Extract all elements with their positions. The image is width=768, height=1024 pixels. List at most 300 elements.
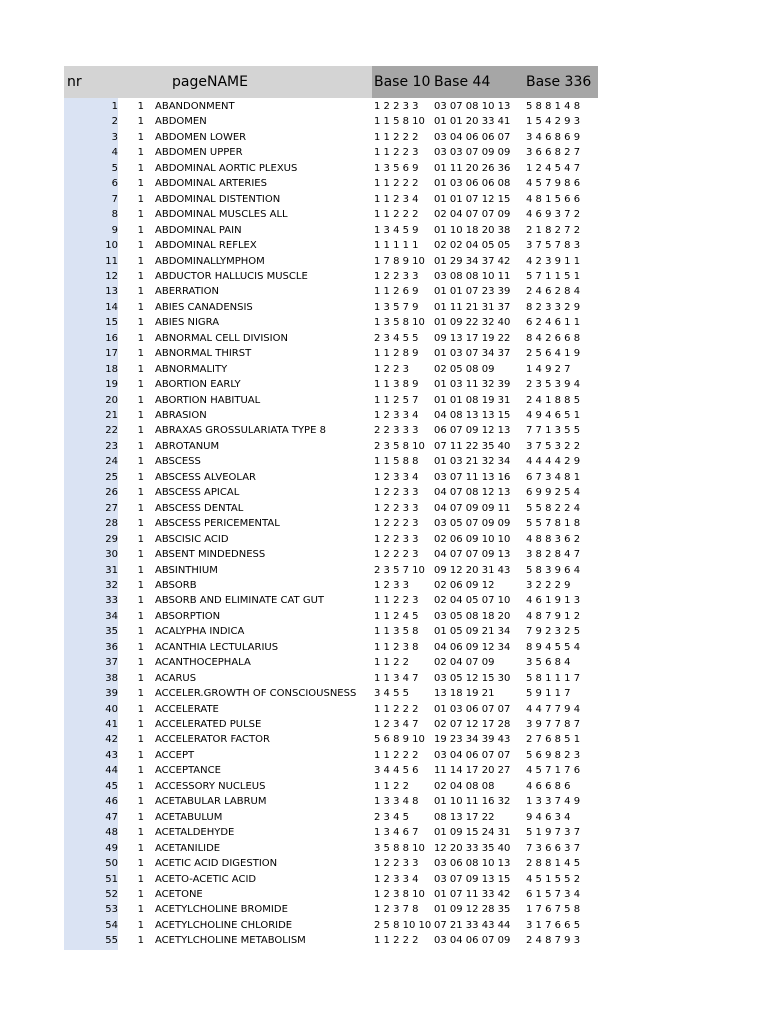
cell-base336[interactable]: 2 3 5 3 9 4 xyxy=(526,379,581,391)
cell-base44[interactable]: 02 04 07 09 xyxy=(434,657,495,669)
table-row[interactable] xyxy=(64,532,604,547)
cell-page-name[interactable]: ABSORB xyxy=(155,579,197,591)
cell-base336[interactable]: 4 5 7 9 8 6 xyxy=(526,178,581,190)
cell-base10[interactable]: 1 2 2 3 3 xyxy=(374,858,419,870)
cell-nr[interactable]: 54 xyxy=(105,919,118,931)
cell-page-name[interactable]: ACETONE xyxy=(155,888,203,900)
column-header-pagename[interactable]: pageNAME xyxy=(118,66,374,98)
cell-page[interactable]: 1 xyxy=(137,147,144,159)
cell-page[interactable]: 1 xyxy=(137,394,144,406)
cell-base336[interactable]: 9 4 6 3 4 xyxy=(526,811,571,823)
table-row[interactable] xyxy=(64,686,604,701)
table-row[interactable] xyxy=(64,254,604,269)
cell-base10[interactable]: 1 7 8 9 10 xyxy=(374,255,425,267)
table-row[interactable] xyxy=(64,315,604,330)
cell-base44[interactable]: 01 09 15 24 31 xyxy=(434,827,511,839)
cell-base336[interactable]: 5 7 1 1 5 1 xyxy=(526,270,581,282)
cell-nr[interactable]: 46 xyxy=(105,796,118,808)
cell-page-name[interactable]: ABIES NIGRA xyxy=(155,317,220,329)
cell-base44[interactable]: 03 05 07 09 09 xyxy=(434,518,511,530)
cell-base336[interactable]: 1 7 6 7 5 8 xyxy=(526,904,581,916)
cell-page[interactable]: 1 xyxy=(137,270,144,282)
table-row[interactable] xyxy=(64,794,604,809)
cell-base336[interactable]: 6 2 4 6 1 1 xyxy=(526,317,581,329)
cell-base10[interactable]: 1 2 2 2 3 xyxy=(374,549,419,561)
cell-nr[interactable]: 32 xyxy=(105,579,118,591)
cell-base10[interactable]: 1 1 5 8 8 xyxy=(374,456,419,468)
cell-base44[interactable]: 02 05 08 09 xyxy=(434,363,495,375)
cell-page[interactable]: 1 xyxy=(137,162,144,174)
table-row[interactable] xyxy=(64,748,604,763)
cell-page[interactable]: 1 xyxy=(137,533,144,545)
table-row[interactable] xyxy=(64,547,604,562)
table-row[interactable] xyxy=(64,408,604,423)
cell-base336[interactable]: 3 8 2 8 4 7 xyxy=(526,549,581,561)
cell-base10[interactable]: 1 1 3 5 8 xyxy=(374,626,419,638)
cell-base10[interactable]: 2 3 4 5 5 xyxy=(374,332,419,344)
cell-base336[interactable]: 4 6 9 3 7 2 xyxy=(526,209,581,221)
cell-page[interactable]: 1 xyxy=(137,286,144,298)
cell-page-name[interactable]: ACETO-ACETIC ACID xyxy=(155,873,257,885)
table-row[interactable] xyxy=(64,130,604,145)
cell-page-name[interactable]: ACETANILIDE xyxy=(155,842,221,854)
cell-nr[interactable]: 1 xyxy=(111,101,118,112)
cell-page[interactable]: 1 xyxy=(137,657,144,669)
table-row[interactable] xyxy=(64,887,604,902)
cell-nr[interactable]: 18 xyxy=(105,363,118,375)
cell-base336[interactable]: 5 9 1 1 7 xyxy=(526,688,571,700)
cell-base10[interactable]: 1 1 2 2 2 xyxy=(374,749,419,761)
table-row[interactable] xyxy=(64,516,604,531)
cell-page-name[interactable]: ABDOMINAL DISTENTION xyxy=(155,193,281,205)
cell-nr[interactable]: 16 xyxy=(105,332,118,344)
cell-base10[interactable]: 1 1 3 4 7 xyxy=(374,672,419,684)
cell-page-name[interactable]: ABNORMALITY xyxy=(155,363,228,375)
cell-base44[interactable]: 01 07 11 33 42 xyxy=(434,888,511,900)
table-row[interactable] xyxy=(64,856,604,871)
cell-page[interactable]: 1 xyxy=(137,672,144,684)
cell-base10[interactable]: 1 1 2 2 xyxy=(374,657,409,669)
cell-page-name[interactable]: ACCESSORY NUCLEUS xyxy=(155,780,266,792)
cell-page-name[interactable]: ABANDONMENT xyxy=(155,101,235,112)
cell-page-name[interactable]: ABSCESS PERICEMENTAL xyxy=(155,518,280,530)
cell-base10[interactable]: 1 1 2 2 2 xyxy=(374,935,419,947)
cell-base336[interactable]: 4 9 4 6 5 1 xyxy=(526,410,581,421)
cell-base336[interactable]: 4 5 1 5 5 2 xyxy=(526,873,581,885)
cell-base336[interactable]: 4 8 8 3 6 2 xyxy=(526,533,581,545)
cell-base44[interactable]: 02 04 07 07 09 xyxy=(434,209,511,221)
cell-nr[interactable]: 42 xyxy=(105,734,118,746)
cell-base44[interactable]: 01 11 21 31 37 xyxy=(434,301,511,313)
cell-page[interactable]: 1 xyxy=(137,919,144,931)
cell-nr[interactable]: 24 xyxy=(105,456,118,468)
cell-base336[interactable]: 1 2 4 5 4 7 xyxy=(526,162,581,174)
cell-base10[interactable]: 1 2 3 8 10 xyxy=(374,888,425,900)
cell-nr[interactable]: 44 xyxy=(105,765,118,777)
table-row[interactable] xyxy=(64,671,604,686)
cell-base44[interactable]: 03 04 06 07 07 xyxy=(434,749,511,761)
cell-page-name[interactable]: ABSCESS xyxy=(155,456,201,468)
cell-base44[interactable]: 02 02 04 05 05 xyxy=(434,240,511,252)
cell-base10[interactable]: 1 1 2 2 xyxy=(374,780,409,792)
cell-base336[interactable]: 3 4 6 8 6 9 xyxy=(526,131,581,143)
cell-page-name[interactable]: ABROTANUM xyxy=(155,440,220,452)
cell-page[interactable]: 1 xyxy=(137,116,144,128)
cell-page-name[interactable]: ABDOMEN LOWER xyxy=(155,131,247,143)
cell-base44[interactable]: 01 03 06 07 07 xyxy=(434,703,511,715)
cell-base336[interactable]: 6 9 9 2 5 4 xyxy=(526,487,581,499)
cell-page[interactable]: 1 xyxy=(137,317,144,329)
table-row[interactable] xyxy=(64,810,604,825)
cell-page-name[interactable]: ACETIC ACID DIGESTION xyxy=(155,858,278,870)
cell-page[interactable]: 1 xyxy=(137,425,144,437)
table-row[interactable] xyxy=(64,238,604,253)
cell-base10[interactable]: 1 3 5 8 10 xyxy=(374,317,425,329)
cell-base10[interactable]: 1 2 2 2 3 xyxy=(374,518,419,530)
cell-base10[interactable]: 1 2 3 7 8 xyxy=(374,904,419,916)
cell-nr[interactable]: 40 xyxy=(105,703,118,715)
cell-base44[interactable]: 01 01 08 19 31 xyxy=(434,394,511,406)
cell-page[interactable]: 1 xyxy=(137,456,144,468)
cell-base10[interactable]: 2 3 5 8 10 xyxy=(374,440,425,452)
cell-page-name[interactable]: ABERRATION xyxy=(155,286,219,298)
cell-nr[interactable]: 12 xyxy=(105,270,118,282)
cell-nr[interactable]: 14 xyxy=(105,301,118,313)
cell-base44[interactable]: 04 07 08 12 13 xyxy=(434,487,511,499)
cell-base336[interactable]: 5 8 1 1 1 7 xyxy=(526,672,581,684)
cell-base10[interactable]: 1 2 3 3 4 xyxy=(374,873,419,885)
cell-base336[interactable]: 2 7 6 8 5 1 xyxy=(526,734,581,746)
cell-page[interactable]: 1 xyxy=(137,549,144,561)
cell-base44[interactable]: 04 06 09 12 34 xyxy=(434,641,511,653)
cell-base336[interactable]: 4 2 3 9 1 1 xyxy=(526,255,581,267)
cell-page-name[interactable]: ACCEPTANCE xyxy=(155,765,221,777)
table-row[interactable] xyxy=(64,655,604,670)
cell-nr[interactable]: 50 xyxy=(105,858,118,870)
cell-base336[interactable]: 2 4 6 2 8 4 xyxy=(526,286,581,298)
cell-base10[interactable]: 1 1 2 4 5 xyxy=(374,610,419,622)
cell-page-name[interactable]: ABDOMINAL MUSCLES ALL xyxy=(155,209,288,221)
cell-page-name[interactable]: ACCELERATED PULSE xyxy=(155,719,262,730)
cell-page-name[interactable]: ACETABULAR LABRUM xyxy=(155,796,267,808)
table-row[interactable] xyxy=(64,331,604,346)
cell-page-name[interactable]: ACCELERATOR FACTOR xyxy=(155,734,270,746)
column-header-base10[interactable]: Base 10 xyxy=(372,66,434,98)
cell-base336[interactable]: 2 8 8 1 4 5 xyxy=(526,858,581,870)
table-row[interactable] xyxy=(64,624,604,639)
cell-nr[interactable]: 39 xyxy=(105,688,118,700)
cell-page[interactable]: 1 xyxy=(137,487,144,499)
cell-page-name[interactable]: ACANTHOCEPHALA xyxy=(155,657,251,669)
cell-base336[interactable]: 2 4 8 7 9 3 xyxy=(526,935,581,947)
cell-nr[interactable]: 36 xyxy=(105,641,118,653)
cell-base44[interactable]: 19 23 34 39 43 xyxy=(434,734,511,746)
cell-base336[interactable]: 5 5 8 2 2 4 xyxy=(526,502,581,514)
cell-base10[interactable]: 1 1 2 2 3 xyxy=(374,595,419,607)
cell-page[interactable]: 1 xyxy=(137,641,144,653)
cell-page[interactable]: 1 xyxy=(137,410,144,421)
table-row[interactable] xyxy=(64,918,604,933)
cell-nr[interactable]: 4 xyxy=(111,147,118,159)
column-header-base44[interactable]: Base 44 xyxy=(434,66,526,98)
cell-base336[interactable]: 3 5 6 8 4 xyxy=(526,657,571,669)
cell-page-name[interactable]: ABNORMAL CELL DIVISION xyxy=(155,332,288,344)
cell-base10[interactable]: 1 1 2 3 4 xyxy=(374,193,419,205)
cell-base336[interactable]: 5 5 7 8 1 8 xyxy=(526,518,581,530)
cell-base44[interactable]: 03 04 06 06 07 xyxy=(434,131,511,143)
cell-page-name[interactable]: ABSENT MINDEDNESS xyxy=(155,549,266,561)
cell-base10[interactable]: 1 1 3 8 9 xyxy=(374,379,419,391)
cell-base44[interactable]: 06 07 09 12 13 xyxy=(434,425,511,437)
cell-base44[interactable]: 11 14 17 20 27 xyxy=(434,765,511,777)
cell-base44[interactable]: 02 07 12 17 28 xyxy=(434,719,511,730)
cell-page[interactable]: 1 xyxy=(137,873,144,885)
cell-base10[interactable]: 1 2 3 3 4 xyxy=(374,410,419,421)
cell-page[interactable]: 1 xyxy=(137,858,144,870)
cell-base10[interactable]: 1 1 2 2 2 xyxy=(374,131,419,143)
cell-page[interactable]: 1 xyxy=(137,440,144,452)
cell-page[interactable]: 1 xyxy=(137,502,144,514)
cell-base10[interactable]: 1 2 2 3 3 xyxy=(374,502,419,514)
cell-nr[interactable]: 49 xyxy=(105,842,118,854)
cell-page[interactable]: 1 xyxy=(137,780,144,792)
cell-base10[interactable]: 1 1 2 2 2 xyxy=(374,703,419,715)
cell-base10[interactable]: 2 3 5 7 10 xyxy=(374,564,425,576)
cell-page-name[interactable]: ACANTHIA LECTULARIUS xyxy=(155,641,279,653)
cell-base336[interactable]: 4 8 1 5 6 6 xyxy=(526,193,581,205)
cell-page[interactable]: 1 xyxy=(137,595,144,607)
cell-base336[interactable]: 3 2 2 2 9 xyxy=(526,579,571,591)
cell-page-name[interactable]: ABSORB AND ELIMINATE CAT GUT xyxy=(155,595,325,607)
cell-base336[interactable]: 1 4 9 2 7 xyxy=(526,363,571,375)
cell-base336[interactable]: 6 1 5 7 3 4 xyxy=(526,888,581,900)
cell-base336[interactable]: 6 7 3 4 8 1 xyxy=(526,471,581,483)
cell-nr[interactable]: 20 xyxy=(105,394,118,406)
cell-base336[interactable]: 5 6 9 8 2 3 xyxy=(526,749,581,761)
cell-base10[interactable]: 1 3 4 5 9 xyxy=(374,224,419,236)
cell-page[interactable]: 1 xyxy=(137,101,144,112)
cell-base336[interactable]: 5 8 3 9 6 4 xyxy=(526,564,581,576)
table-row[interactable] xyxy=(64,593,604,608)
cell-base336[interactable]: 3 9 7 7 8 7 xyxy=(526,719,581,730)
table-row[interactable] xyxy=(64,145,604,160)
cell-page[interactable]: 1 xyxy=(137,255,144,267)
cell-base336[interactable]: 4 8 7 9 1 2 xyxy=(526,610,581,622)
table-row[interactable] xyxy=(64,192,604,207)
table-row[interactable] xyxy=(64,702,604,717)
table-row[interactable] xyxy=(64,933,604,948)
table-row[interactable] xyxy=(64,114,604,129)
cell-page-name[interactable]: ABRASION xyxy=(155,410,207,421)
cell-nr[interactable]: 37 xyxy=(105,657,118,669)
cell-base44[interactable]: 03 07 08 10 13 xyxy=(434,101,511,112)
cell-base336[interactable]: 3 6 6 8 2 7 xyxy=(526,147,581,159)
cell-base44[interactable]: 01 29 34 37 42 xyxy=(434,255,511,267)
cell-page[interactable]: 1 xyxy=(137,240,144,252)
cell-nr[interactable]: 25 xyxy=(105,471,118,483)
cell-base44[interactable]: 02 06 09 12 xyxy=(434,579,495,591)
cell-base44[interactable]: 03 07 09 13 15 xyxy=(434,873,511,885)
cell-page[interactable]: 1 xyxy=(137,703,144,715)
column-header-base336[interactable]: Base 336 xyxy=(526,66,598,98)
table-row[interactable] xyxy=(64,732,604,747)
cell-nr[interactable]: 34 xyxy=(105,610,118,622)
table-row[interactable] xyxy=(64,362,604,377)
table-row[interactable] xyxy=(64,578,604,593)
cell-page-name[interactable]: ABSCESS APICAL xyxy=(155,487,240,499)
cell-base44[interactable]: 01 09 12 28 35 xyxy=(434,904,511,916)
cell-base10[interactable]: 1 3 5 7 9 xyxy=(374,301,419,313)
cell-page-name[interactable]: ACCELERATE xyxy=(155,703,219,715)
cell-page[interactable]: 1 xyxy=(137,935,144,947)
cell-page[interactable]: 1 xyxy=(137,904,144,916)
cell-page-name[interactable]: ABORTION HABITUAL xyxy=(155,394,261,406)
cell-page-name[interactable]: ABDOMINAL AORTIC PLEXUS xyxy=(155,162,298,174)
cell-nr[interactable]: 33 xyxy=(105,595,118,607)
cell-page-name[interactable]: ACETYLCHOLINE METABOLISM xyxy=(155,935,306,947)
cell-nr[interactable]: 51 xyxy=(105,873,118,885)
cell-base336[interactable]: 4 6 6 8 6 xyxy=(526,780,571,792)
cell-nr[interactable]: 10 xyxy=(105,240,118,252)
cell-page-name[interactable]: ABIES CANADENSIS xyxy=(155,301,253,313)
cell-base44[interactable]: 01 01 07 23 39 xyxy=(434,286,511,298)
cell-base44[interactable]: 02 04 08 08 xyxy=(434,780,495,792)
table-row[interactable] xyxy=(64,346,604,361)
cell-page[interactable]: 1 xyxy=(137,363,144,375)
cell-page[interactable]: 1 xyxy=(137,193,144,205)
cell-nr[interactable]: 31 xyxy=(105,564,118,576)
cell-base44[interactable]: 08 13 17 22 xyxy=(434,811,495,823)
cell-page[interactable]: 1 xyxy=(137,209,144,221)
cell-nr[interactable]: 3 xyxy=(111,131,118,143)
cell-page[interactable]: 1 xyxy=(137,749,144,761)
table-row[interactable] xyxy=(64,872,604,887)
cell-page[interactable]: 1 xyxy=(137,579,144,591)
cell-base336[interactable]: 2 5 6 4 1 9 xyxy=(526,348,581,360)
table-row[interactable] xyxy=(64,609,604,624)
cell-base44[interactable]: 01 05 09 21 34 xyxy=(434,626,511,638)
table-row[interactable] xyxy=(64,207,604,222)
table-row[interactable] xyxy=(64,501,604,516)
cell-page-name[interactable]: ACCELER.GROWTH OF CONSCIOUSNESS xyxy=(155,688,357,700)
cell-nr[interactable]: 30 xyxy=(105,549,118,561)
cell-base336[interactable]: 7 3 6 6 3 7 xyxy=(526,842,581,854)
cell-base336[interactable]: 4 5 7 1 7 6 xyxy=(526,765,581,777)
cell-base10[interactable]: 1 2 3 3 xyxy=(374,579,409,591)
cell-base44[interactable]: 13 18 19 21 xyxy=(434,688,495,700)
cell-base336[interactable]: 3 7 5 3 2 2 xyxy=(526,440,581,452)
table-row[interactable] xyxy=(64,470,604,485)
cell-base10[interactable]: 3 4 4 5 6 xyxy=(374,765,419,777)
cell-page-name[interactable]: ABRAXAS GROSSULARIATA TYPE 8 xyxy=(155,425,326,437)
cell-base336[interactable]: 2 1 8 2 7 2 xyxy=(526,224,581,236)
cell-base10[interactable]: 1 1 2 2 3 xyxy=(374,147,419,159)
cell-base44[interactable]: 01 10 11 16 32 xyxy=(434,796,511,808)
cell-page-name[interactable]: ABDOMINAL REFLEX xyxy=(155,240,257,252)
cell-base44[interactable]: 01 03 21 32 34 xyxy=(434,456,511,468)
table-row[interactable] xyxy=(64,393,604,408)
cell-base44[interactable]: 03 05 08 18 20 xyxy=(434,610,511,622)
cell-page-name[interactable]: ACETALDEHYDE xyxy=(155,827,235,839)
cell-nr[interactable]: 7 xyxy=(111,193,118,205)
cell-page[interactable]: 1 xyxy=(137,332,144,344)
cell-page[interactable]: 1 xyxy=(137,518,144,530)
cell-page-name[interactable]: ABSCESS ALVEOLAR xyxy=(155,471,256,483)
cell-base10[interactable]: 1 1 2 5 7 xyxy=(374,394,419,406)
cell-base44[interactable]: 01 01 20 33 41 xyxy=(434,116,511,128)
cell-base336[interactable]: 1 5 4 2 9 3 xyxy=(526,116,581,128)
cell-base10[interactable]: 1 2 3 4 7 xyxy=(374,719,419,730)
cell-base336[interactable]: 3 7 5 7 8 3 xyxy=(526,240,581,252)
cell-nr[interactable]: 5 xyxy=(111,162,118,174)
cell-base10[interactable]: 3 5 8 8 10 xyxy=(374,842,425,854)
cell-base10[interactable]: 1 2 2 3 3 xyxy=(374,533,419,545)
cell-page-name[interactable]: ABNORMAL THIRST xyxy=(155,348,252,360)
cell-base10[interactable]: 3 4 5 5 xyxy=(374,688,409,700)
cell-base336[interactable]: 7 9 2 3 2 5 xyxy=(526,626,581,638)
cell-base336[interactable]: 7 7 1 3 5 5 xyxy=(526,425,581,437)
cell-base44[interactable]: 01 03 11 32 39 xyxy=(434,379,511,391)
cell-nr[interactable]: 13 xyxy=(105,286,118,298)
cell-nr[interactable]: 15 xyxy=(105,317,118,329)
table-row[interactable] xyxy=(64,284,604,299)
cell-page-name[interactable]: ACARUS xyxy=(155,672,197,684)
cell-base336[interactable]: 8 4 2 6 6 8 xyxy=(526,332,581,344)
cell-base44[interactable]: 03 06 08 10 13 xyxy=(434,858,511,870)
cell-nr[interactable]: 35 xyxy=(105,626,118,638)
cell-nr[interactable]: 29 xyxy=(105,533,118,545)
cell-page[interactable]: 1 xyxy=(137,379,144,391)
cell-page-name[interactable]: ACETYLCHOLINE CHLORIDE xyxy=(155,919,293,931)
table-row[interactable] xyxy=(64,223,604,238)
cell-nr[interactable]: 6 xyxy=(111,178,118,190)
cell-page[interactable]: 1 xyxy=(137,719,144,730)
cell-page[interactable]: 1 xyxy=(137,131,144,143)
cell-nr[interactable]: 43 xyxy=(105,749,118,761)
cell-base10[interactable]: 1 1 2 2 2 xyxy=(374,178,419,190)
cell-page[interactable]: 1 xyxy=(137,178,144,190)
cell-page-name[interactable]: ACETABULUM xyxy=(155,811,223,823)
table-row[interactable] xyxy=(64,269,604,284)
cell-base44[interactable]: 07 11 22 35 40 xyxy=(434,440,511,452)
cell-page[interactable]: 1 xyxy=(137,564,144,576)
cell-page-name[interactable]: ABDOMEN xyxy=(155,116,207,128)
cell-base10[interactable]: 1 2 2 3 3 xyxy=(374,487,419,499)
cell-page[interactable]: 1 xyxy=(137,888,144,900)
cell-page[interactable]: 1 xyxy=(137,734,144,746)
cell-base44[interactable]: 01 11 20 26 36 xyxy=(434,162,511,174)
cell-base44[interactable]: 01 01 07 12 15 xyxy=(434,193,511,205)
table-row[interactable] xyxy=(64,423,604,438)
cell-nr[interactable]: 22 xyxy=(105,425,118,437)
cell-base336[interactable]: 3 1 7 6 6 5 xyxy=(526,919,581,931)
table-row[interactable] xyxy=(64,99,604,114)
cell-base10[interactable]: 2 2 3 3 3 xyxy=(374,425,419,437)
cell-nr[interactable]: 41 xyxy=(105,719,118,730)
cell-base336[interactable]: 8 9 4 5 5 4 xyxy=(526,641,581,653)
table-row[interactable] xyxy=(64,825,604,840)
cell-base44[interactable]: 01 09 22 32 40 xyxy=(434,317,511,329)
cell-base44[interactable]: 04 07 09 09 11 xyxy=(434,502,511,514)
cell-base10[interactable]: 1 2 3 3 4 xyxy=(374,471,419,483)
cell-base10[interactable]: 2 5 8 10 10 xyxy=(374,919,432,931)
cell-page-name[interactable]: ABDOMINAL PAIN xyxy=(155,224,242,236)
cell-base44[interactable]: 03 03 07 09 09 xyxy=(434,147,511,159)
cell-base44[interactable]: 01 10 18 20 38 xyxy=(434,224,511,236)
cell-nr[interactable]: 2 xyxy=(111,116,118,128)
cell-base10[interactable]: 1 3 3 4 8 xyxy=(374,796,419,808)
cell-base44[interactable]: 03 05 12 15 30 xyxy=(434,672,511,684)
